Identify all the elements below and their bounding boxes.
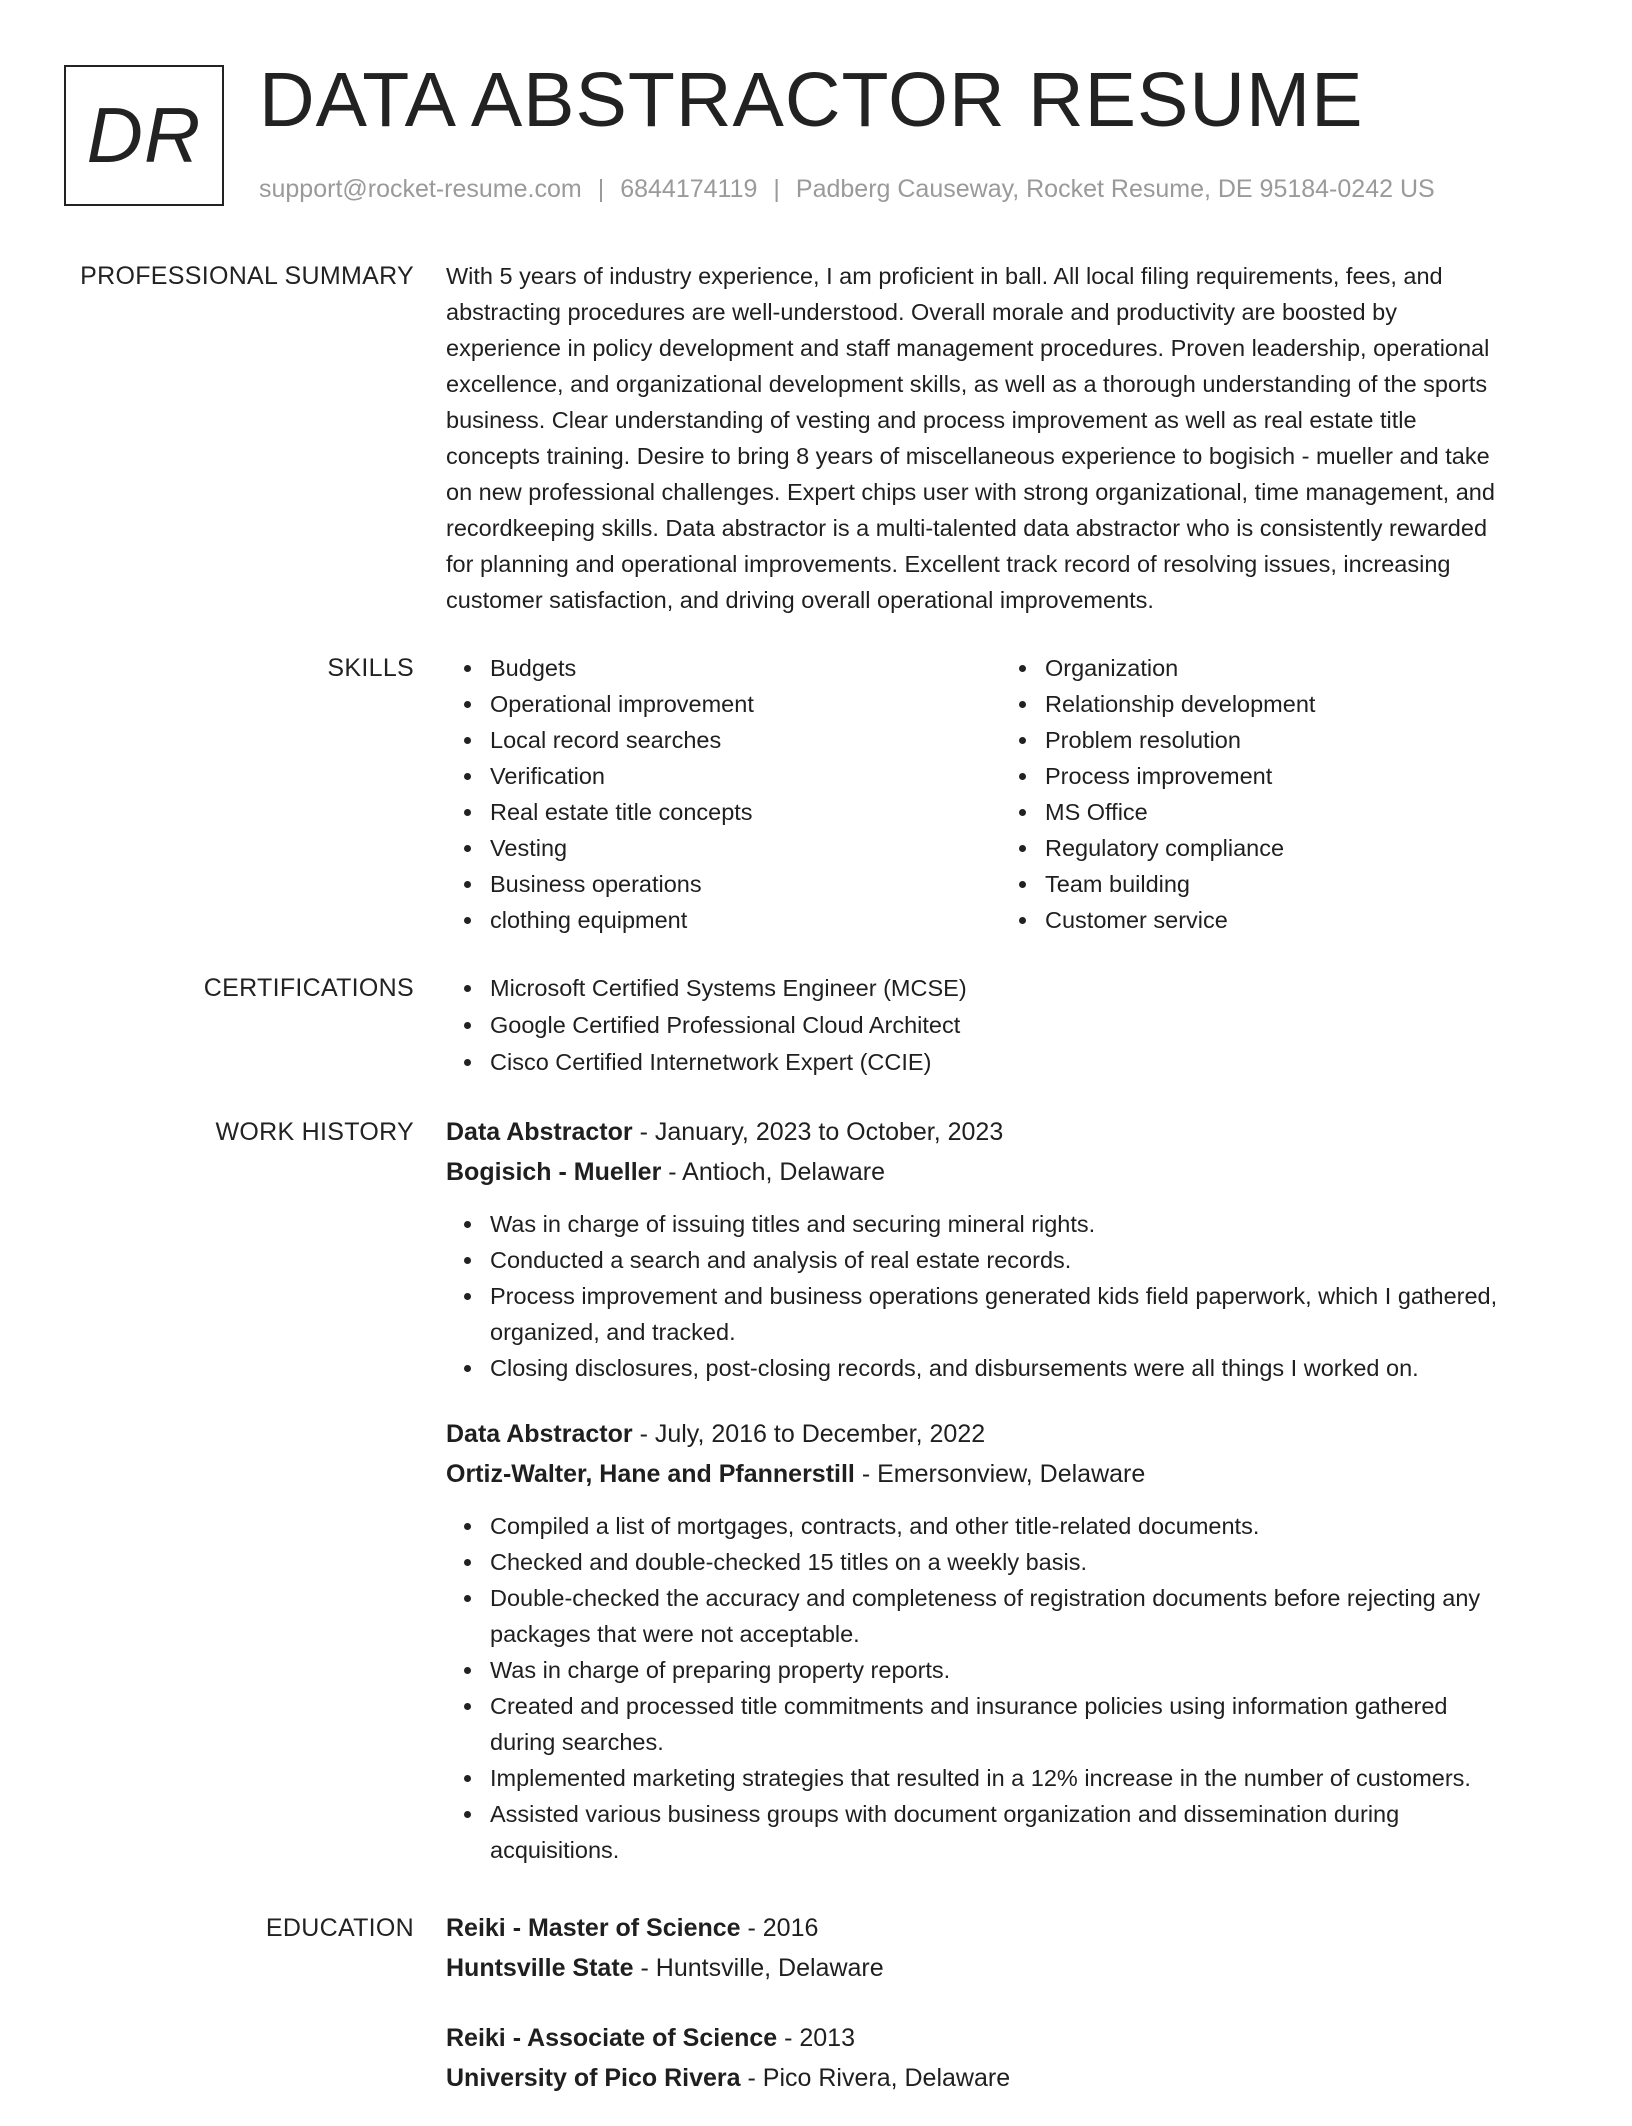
certification-item: Google Certified Professional Cloud Architect	[490, 1007, 1556, 1044]
job-company: Bogisich - Mueller	[446, 1158, 662, 1186]
skills-list-right	[1001, 650, 1556, 938]
contact-email: support@rocket-resume.com	[259, 175, 582, 203]
duty-text: organized, and tracked.	[490, 1319, 736, 1345]
summary-line: abstracting procedures are well-understood. Overall morale and productivity are boosted by	[446, 299, 1397, 325]
skill-item: Real estate title concepts	[490, 794, 1001, 830]
job-duty	[490, 1652, 1556, 1688]
education-degree: Reiki - Associate of Science	[446, 2024, 778, 2052]
duty-text: Conducted a search and analysis of real estate records.	[490, 1247, 1072, 1273]
duty-text: acquisitions.	[490, 1837, 620, 1863]
job-duties-list	[446, 1508, 1556, 1868]
education-entry	[446, 1908, 1556, 1988]
education-entry	[446, 2018, 1556, 2098]
skill-item: clothing equipment	[490, 902, 1001, 938]
summary-line: business. Clear understanding of vesting and process improvement as well as real estate title	[446, 407, 1417, 433]
skill-item: Organization	[1045, 650, 1556, 686]
skill-item: MS Office	[1045, 794, 1556, 830]
job-duty	[490, 1350, 1556, 1386]
skill-item: Verification	[490, 758, 1001, 794]
job-title: Data Abstractor	[446, 1118, 633, 1146]
duty-text: Process improvement and business operations generated kids field paperwork, which I gathered,	[490, 1283, 1498, 1309]
resume-title: DATA ABSTRACTOR RESUME	[259, 57, 1364, 143]
duty-text: Was in charge of preparing property reports.	[490, 1657, 951, 1683]
job-duty	[490, 1760, 1556, 1796]
education-school-line	[446, 1948, 1556, 1988]
summary-line: recordkeeping skills. Data abstractor is a multi-talented data abstractor who is consistently rewarded	[446, 515, 1488, 541]
section-label-summary: PROFESSIONAL SUMMARY	[80, 262, 414, 290]
summary-line: With 5 years of industry experience, I am proficient in ball. All local filing requirements, fees, and	[446, 263, 1443, 289]
summary-line: for planning and operational improvements. Excellent track record of resolving issues, increasing	[446, 551, 1451, 577]
section-label-education: EDUCATION	[265, 1914, 414, 1942]
section-label-certifications: CERTIFICATIONS	[203, 974, 414, 1002]
skill-item: Vesting	[490, 830, 1001, 866]
job-duty	[490, 1508, 1556, 1544]
education-school-line	[446, 2058, 1556, 2098]
job-company-line	[446, 1152, 1556, 1192]
monogram-logo: DR	[64, 65, 224, 206]
duty-text: Created and processed title commitments and insurance policies using information gathered	[490, 1693, 1448, 1719]
summary-text	[446, 258, 1556, 618]
summary-line: customer satisfaction, and driving overall operational improvements.	[446, 587, 1154, 613]
skill-item: Regulatory compliance	[1045, 830, 1556, 866]
summary-line: on new professional challenges. Expert chips user with strong organizational, time management, and	[446, 479, 1495, 505]
duty-text: Checked and double-checked 15 titles on a weekly basis.	[490, 1549, 1088, 1575]
summary-line: experience in policy development and staff management procedures. Proven leadership, operational	[446, 335, 1490, 361]
skill-item: Business operations	[490, 866, 1001, 902]
job-title-line	[446, 1414, 1556, 1454]
education-location: - Huntsville, Delaware	[633, 1954, 884, 1982]
job-entry	[446, 1112, 1556, 1386]
job-entry	[446, 1414, 1556, 1868]
work-history-body	[446, 1112, 1556, 1896]
job-location: - Antioch, Delaware	[661, 1158, 886, 1186]
job-title-line	[446, 1112, 1556, 1152]
job-duty	[490, 1580, 1556, 1652]
duty-text: Implemented marketing strategies that resulted in a 12% increase in the number of customers.	[490, 1765, 1471, 1791]
education-degree-line	[446, 2018, 1556, 2058]
job-location: - Emersonview, Delaware	[854, 1460, 1146, 1488]
contact-phone: 6844174119	[620, 175, 758, 203]
skills-list-left	[446, 650, 1001, 938]
certifications-list	[446, 970, 1556, 1081]
contact-separator: |	[597, 175, 605, 203]
duty-text: Compiled a list of mortgages, contracts, and other title-related documents.	[490, 1513, 1260, 1539]
skill-item: Relationship development	[1045, 686, 1556, 722]
job-duties-list	[446, 1206, 1556, 1386]
skill-item: Team building	[1045, 866, 1556, 902]
duty-text: packages that were not acceptable.	[490, 1621, 860, 1647]
education-year: - 2016	[740, 1914, 819, 1942]
duty-text: Double-checked the accuracy and completeness of registration documents before rejecting any	[490, 1585, 1481, 1611]
duty-text: Closing disclosures, post-closing records, and disbursements were all things I worked on.	[490, 1355, 1419, 1381]
job-duty	[490, 1796, 1556, 1868]
education-location: - Pico Rivera, Delaware	[740, 2064, 1011, 2092]
duty-text: Assisted various business groups with document organization and dissemination during	[490, 1801, 1400, 1827]
education-year: - 2013	[777, 2024, 855, 2052]
job-company: Ortiz-Walter, Hane and Pfannerstill	[446, 1460, 855, 1488]
duty-text: during searches.	[490, 1729, 664, 1755]
duty-text: Was in charge of issuing titles and securing mineral rights.	[490, 1211, 1096, 1237]
skill-item: Budgets	[490, 650, 1001, 686]
certification-item: Cisco Certified Internetwork Expert (CCIE)	[490, 1044, 1556, 1081]
summary-line: excellence, and organizational development skills, as well as a thorough understanding of the sports	[446, 371, 1488, 397]
job-title: Data Abstractor	[446, 1420, 633, 1448]
skill-item: Operational improvement	[490, 686, 1001, 722]
section-label-skills: SKILLS	[327, 654, 414, 682]
skill-item: Process improvement	[1045, 758, 1556, 794]
education-degree-line	[446, 1908, 1556, 1948]
certifications-body	[446, 970, 1556, 1081]
skill-item: Problem resolution	[1045, 722, 1556, 758]
education-school: University of Pico Rivera	[446, 2064, 741, 2092]
job-dates: - July, 2016 to December, 2022	[632, 1420, 986, 1448]
contact-address: Padberg Causeway, Rocket Resume, DE 95184-0242 US	[795, 175, 1435, 203]
job-dates: - January, 2023 to October, 2023	[632, 1118, 1004, 1146]
education-school: Huntsville State	[446, 1954, 634, 1982]
job-duty	[490, 1242, 1556, 1278]
skills-columns	[446, 650, 1556, 938]
certification-item: Microsoft Certified Systems Engineer (MCSE)	[490, 970, 1556, 1007]
section-label-work-history: WORK HISTORY	[215, 1118, 414, 1146]
skill-item: Customer service	[1045, 902, 1556, 938]
job-company-line	[446, 1454, 1556, 1494]
summary-line: concepts training. Desire to bring 8 years of miscellaneous experience to bogisich - mueller and take	[446, 443, 1490, 469]
job-duty	[490, 1206, 1556, 1242]
job-duty	[490, 1278, 1556, 1350]
job-duty	[490, 1544, 1556, 1580]
education-body	[446, 1908, 1556, 2126]
contact-line	[259, 175, 1435, 204]
contact-separator: |	[773, 175, 780, 203]
job-duty	[490, 1688, 1556, 1760]
education-degree: Reiki - Master of Science	[446, 1914, 741, 1942]
skill-item: Local record searches	[490, 722, 1001, 758]
